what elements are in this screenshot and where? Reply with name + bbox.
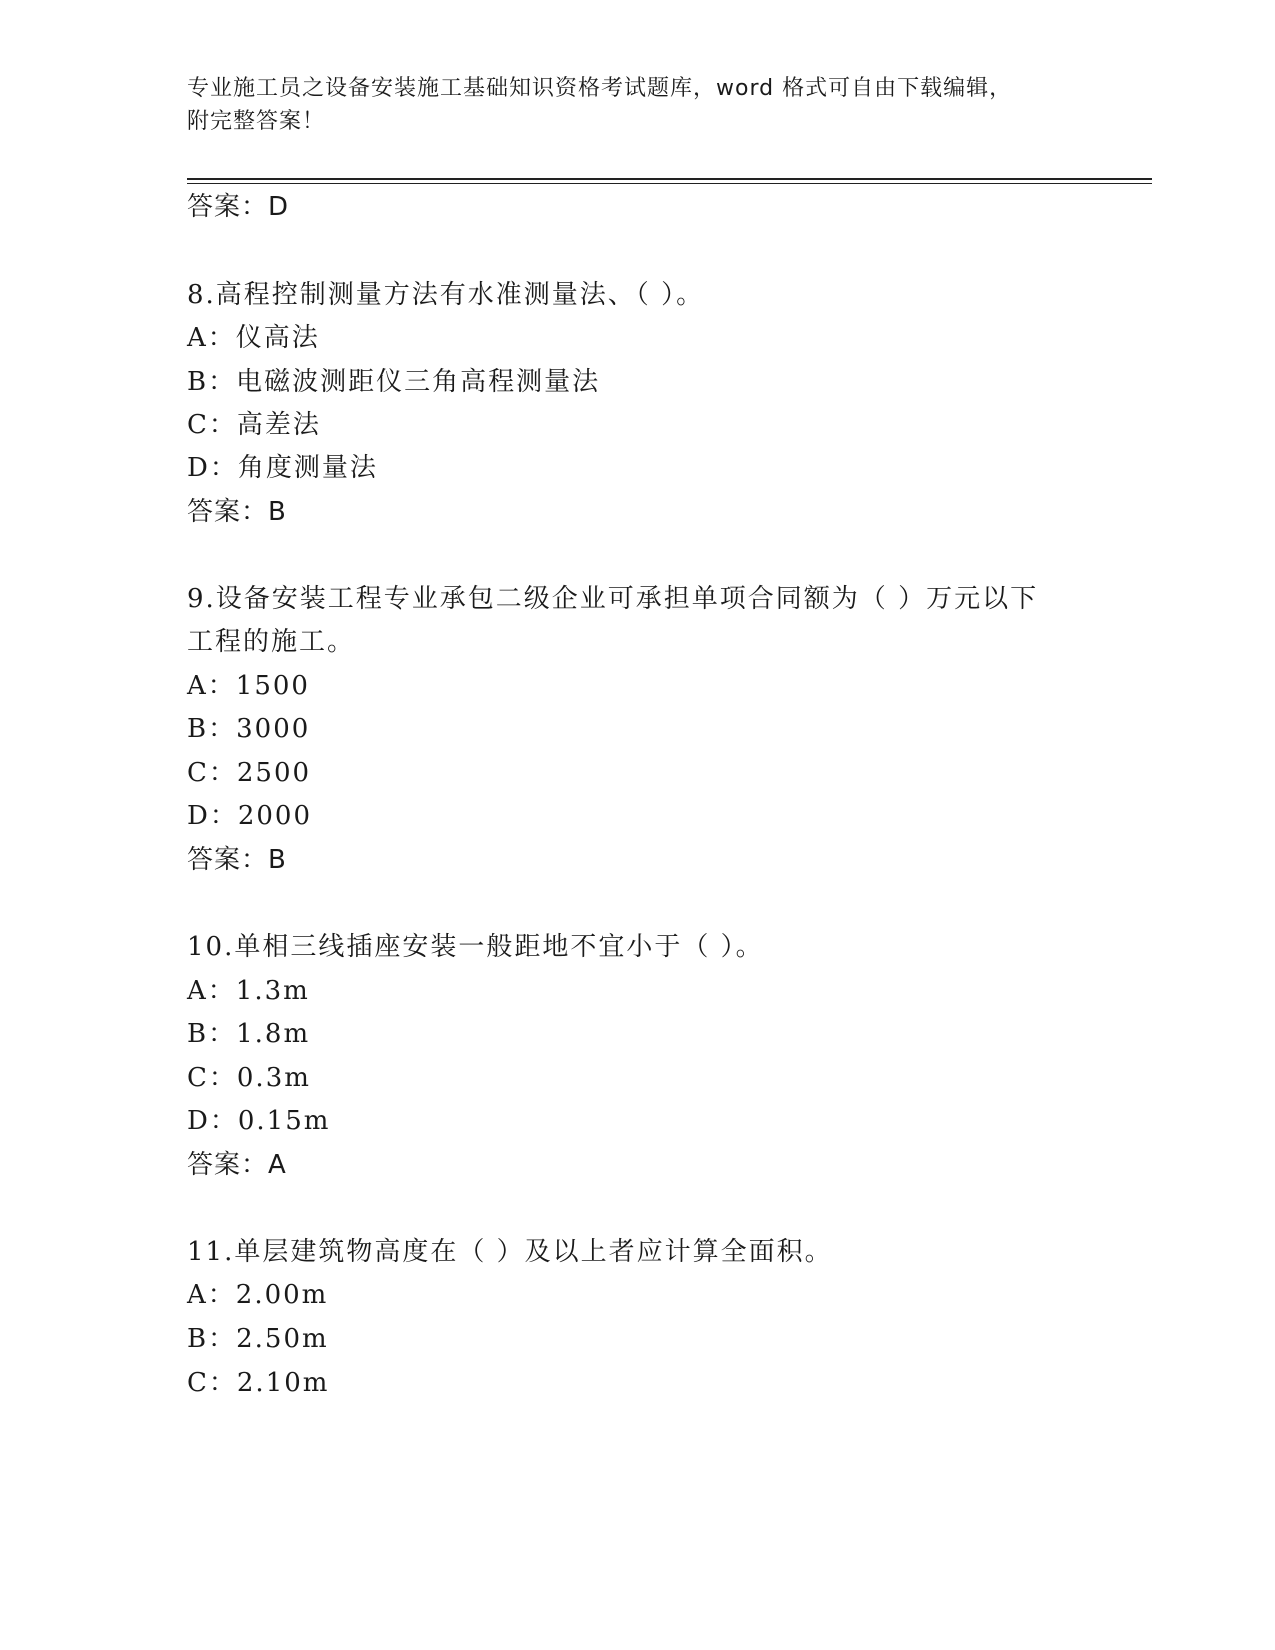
- question-9-answer: 答案：B: [187, 845, 287, 875]
- header-line-1: 专业施工员之设备安装施工基础知识资格考试题库，word 格式可自由下载编辑，: [187, 76, 1013, 101]
- question-10-answer: 答案：A: [187, 1150, 287, 1180]
- question-10-option-b: B：1.8m: [187, 1019, 311, 1049]
- question-9-stem-line-2: 工程的施工。: [187, 627, 356, 657]
- question-10-stem: 10.单相三线插座安装一般距地不宜小于（ ）。: [187, 932, 764, 962]
- question-8-option-d: D：角度测量法: [187, 453, 378, 483]
- question-8-option-a: A：仪高法: [187, 323, 320, 353]
- question-8-answer: 答案：B: [187, 497, 287, 527]
- document-header: [187, 72, 1087, 138]
- question-9-option-b: B：3000: [187, 714, 311, 744]
- question-11-stem: 11.单层建筑物高度在（ ）及以上者应计算全面积。: [187, 1237, 833, 1267]
- question-9-option-d: D：2000: [187, 801, 313, 831]
- question-11-option-c: C：2.10m: [187, 1368, 330, 1398]
- question-10-option-d: D：0.15m: [187, 1106, 331, 1136]
- question-11-option-a: A：2.00m: [187, 1280, 329, 1310]
- question-8-option-c: C：高差法: [187, 410, 321, 440]
- question-8-option-b: B：电磁波测距仪三角高程测量法: [187, 367, 601, 397]
- question-9-option-c: C：2500: [187, 758, 312, 788]
- question-9-option-a: A：1500: [187, 671, 310, 701]
- question-10-option-c: C：0.3m: [187, 1063, 311, 1093]
- question-11-option-b: B：2.50m: [187, 1324, 329, 1354]
- header-divider-thick: [187, 178, 1152, 180]
- previous-answer: 答案：D: [187, 192, 290, 222]
- header-divider-thin: [187, 183, 1152, 184]
- header-line-2: 附完整答案！: [187, 109, 326, 134]
- question-9-stem-line-1: 9.设备安装工程专业承包二级企业可承担单项合同额为（ ）万元以下: [187, 584, 1039, 614]
- question-10-option-a: A：1.3m: [187, 976, 310, 1006]
- question-8-stem: 8.高程控制测量方法有水准测量法、（ ）。: [187, 280, 705, 310]
